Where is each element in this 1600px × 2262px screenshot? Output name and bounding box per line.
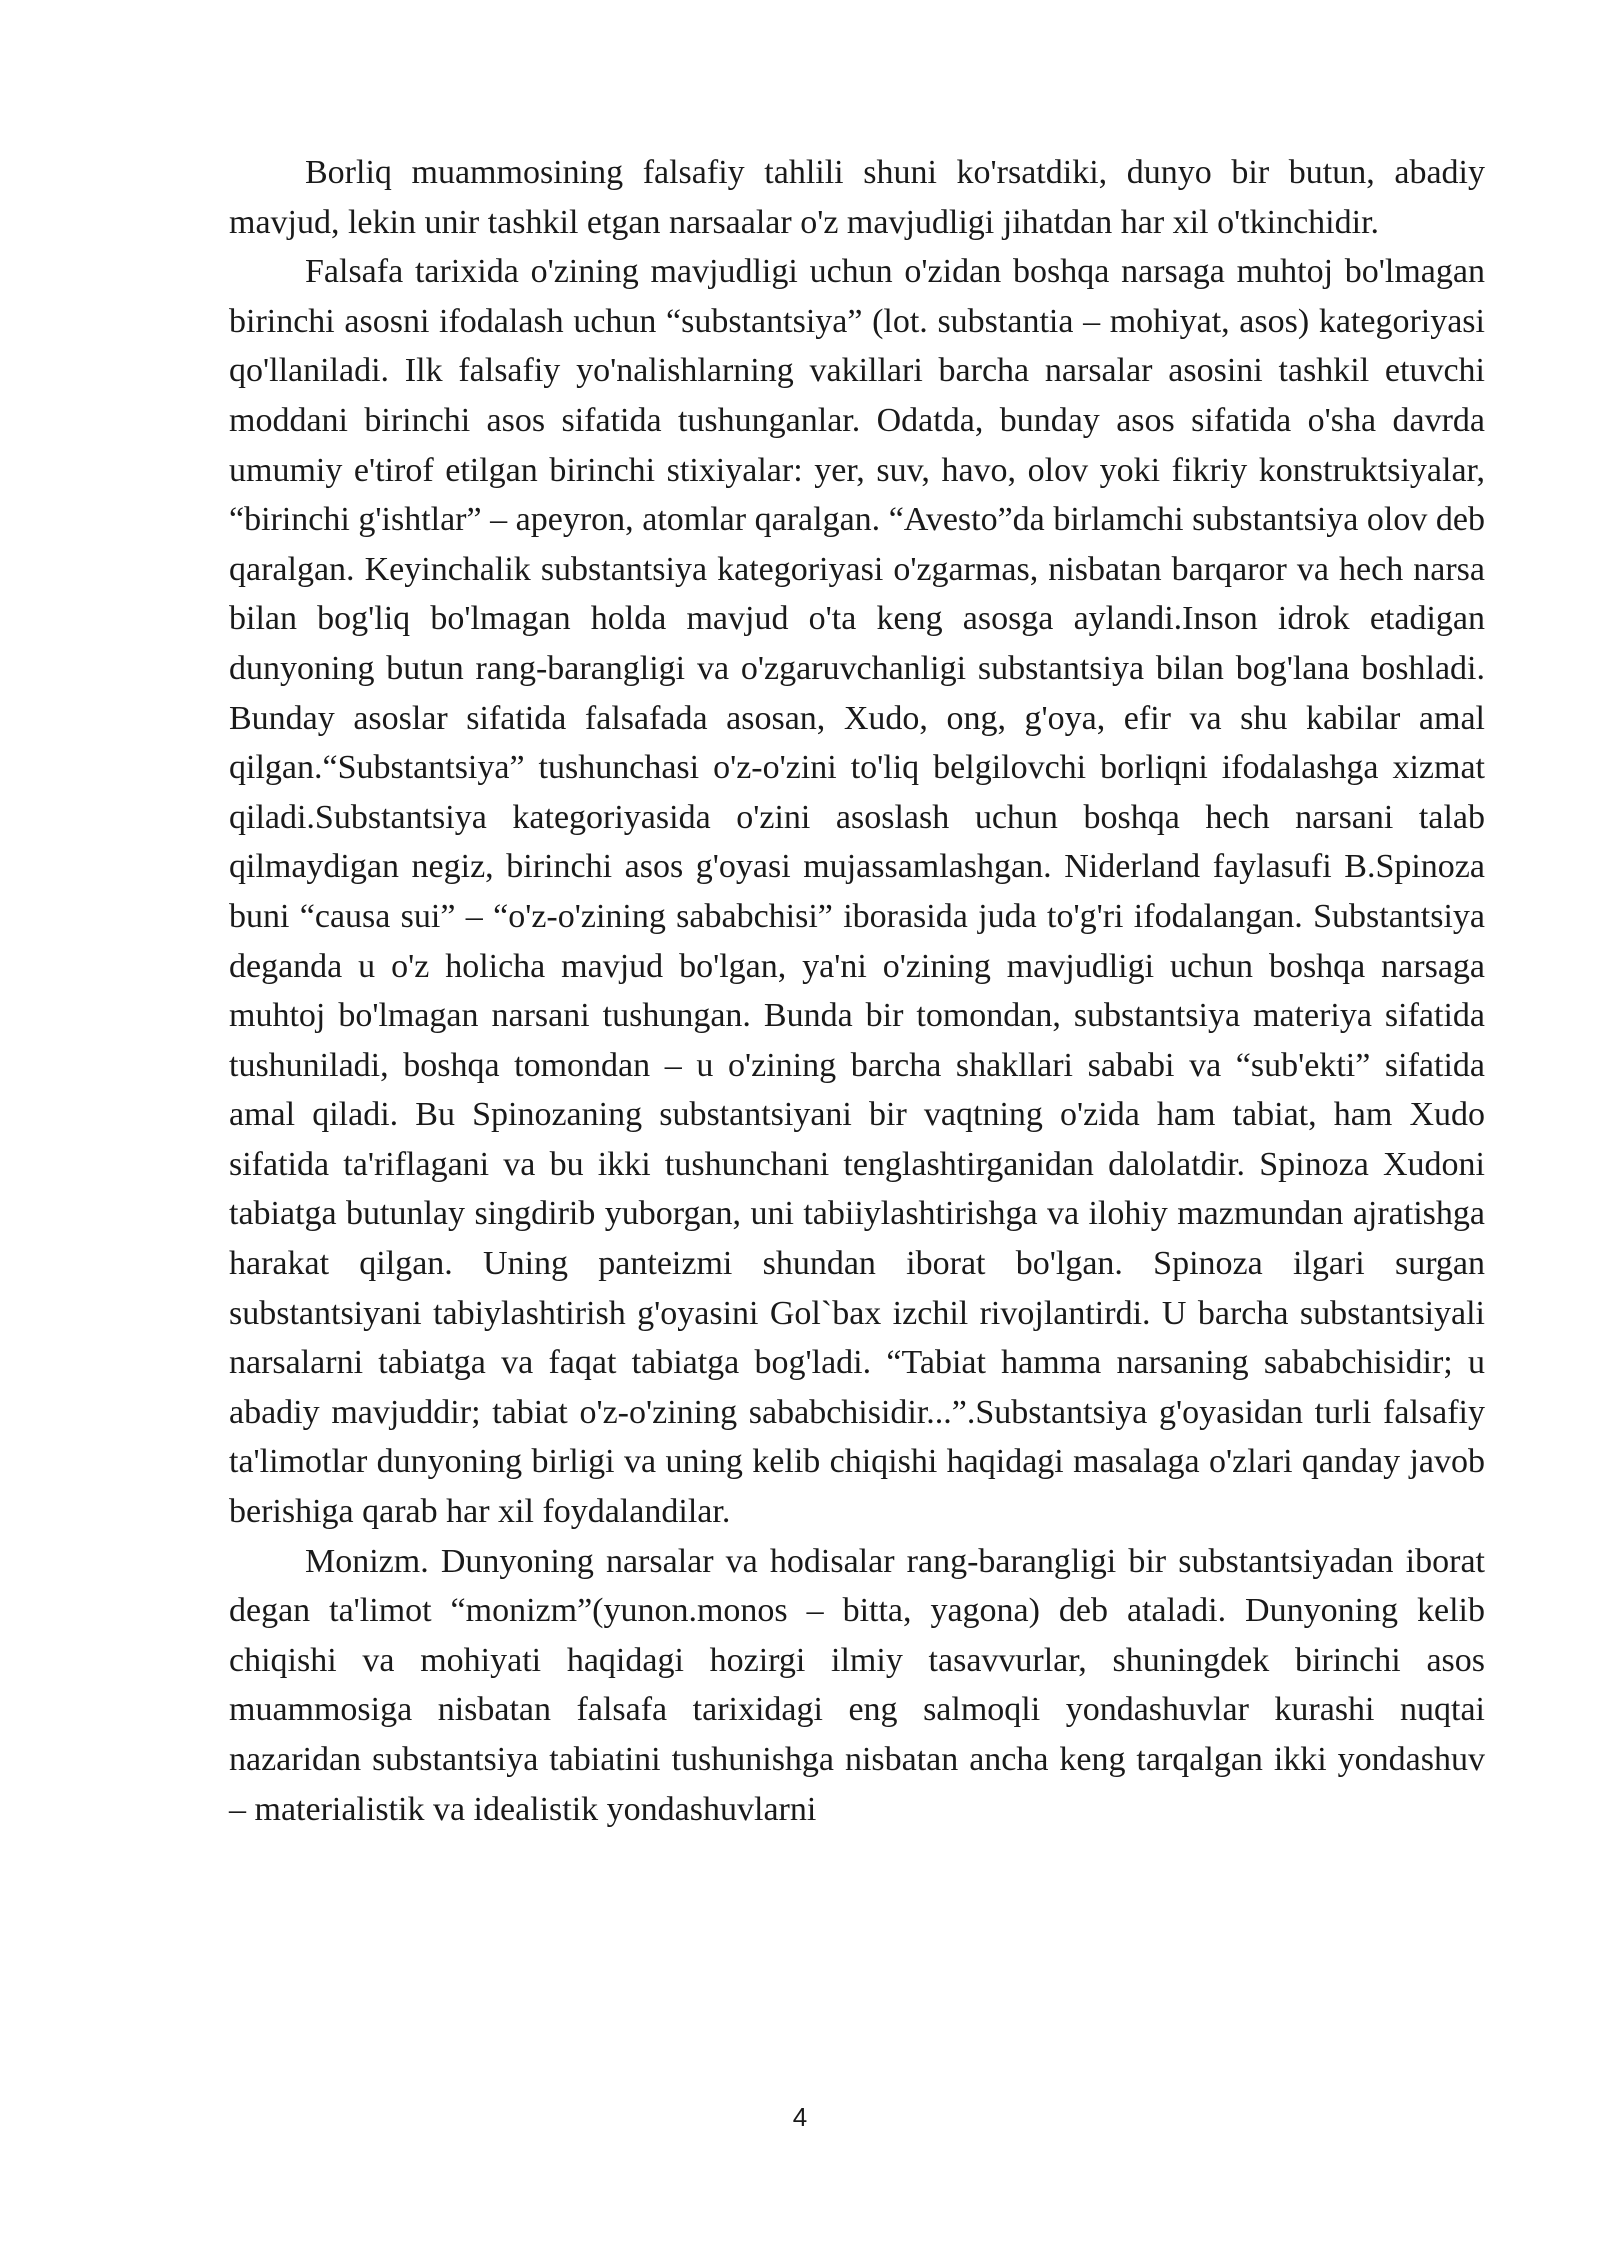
document-body bbox=[229, 148, 1485, 1834]
paragraph-borliq: Borliq muammosining falsafiy tahlili shuni ko'rsatdiki, dunyo bir butun, abadiy mavjud, lekin unir tashkil etgan narsaalar o'z mavjudligi jihatdan har xil o'tkinchidir. bbox=[229, 154, 1485, 241]
paragraph-monizm: Monizm. Dunyoning narsalar va hodisalar rang-barangligi bir substantsiyadan iborat degan ta'limot “monizm”(yunon.monos – bitta, yagona) deb ataladi. Dunyoning kelib chiqishi va mohiyati haqidagi hozirgi ilmiy tasavvurlar, shuningdek birinchi asos muammosiga nisbatan falsafa tarixidagi eng salmoqli yondashuvlar kurashi nuqtai nazaridan substantsiya tabiatini tushunishga nisbatan ancha keng tarqalgan ikki yondashuv – materialistik va idealistik yondashuvlarni bbox=[229, 1542, 1485, 1828]
page-number: 4 bbox=[792, 2102, 808, 2132]
paragraph-substantsiya: Falsafa tarixida o'zining mavjudligi uchun o'zidan boshqa narsaga muhtoj bo'lmagan birinchi asosni ifodalash uchun “substantsiya” (lot. substantia – mohiyat, asos) kategoriyasi qo'llaniladi. Ilk falsafiy yo'nalishlarning vakillari barcha narsalar asosini tashkil etuvchi moddani birinchi asos sifatida tushunganlar. Odatda, bunday asos sifatida o'sha davrda umumiy e'tirof etilgan birinchi stixiyalar: yer, suv, havo, olov yoki fikriy konstruktsiyalar, “birinchi g'ishtlar” – apeyron, atomlar qaralgan. “Avesto”da birlamchi substantsiya olov deb qaralgan. Keyinchalik substantsiya kategoriyasi o'zgarmas, nisbatan barqaror va hech narsa bilan bog'liq bo'lmagan holda mavjud o'ta keng asosga aylandi.Inson idrok etadigan dunyoning butun rang-barangligi va o'zgaruvchanligi substantsiya bilan bog'lana boshladi. Bunday asoslar sifatida falsafada asosan, Xudo, ong, g'oya, efir va shu kabilar amal qilgan.“Substantsiya” tushunchasi o'z-o'zini to'liq belgilovchi borliqni ifodalashga xizmat qiladi.Substantsiya kategoriyasida o'zini asoslash uchun boshqa hech narsani talab qilmaydigan negiz, birinchi asos g'oyasi mujassamlashgan. Niderland faylasufi B.Spinoza buni “causa sui” – “o'z-o'zining sababchisi” iborasida juda to'g'ri ifodalangan. Substantsiya deganda u o'z holicha mavjud bo'lgan, ya'ni o'zining mavjudligi uchun boshqa narsaga muhtoj bo'lmagan narsani tushungan. Bunda bir tomondan, substantsiya materiya sifatida tushuniladi, boshqa tomondan – u o'zining barcha shakllari sababi va “sub'ekti” sifatida amal qiladi. Bu Spinozaning substantsiyani bir vaqtning o'zida ham tabiat, ham Xudo sifatida ta'riflagani va bu ikki tushunchani tenglashtirganidan dalolatdir. Spinoza Xudoni tabiatga butunlay singdirib yuborgan, uni tabiiylashtirishga va ilohiy mazmundan ajratishga harakat qilgan. Uning panteizmi shundan iborat bo'lgan. Spinoza ilgari surgan substantsiyani tabiylashtirish g'oyasini Gol`bax izchil rivojlantirdi. U barcha substantsiyali narsalarni tabiatga va faqat tabiatga bog'ladi. “Tabiat hamma narsaning sababchisidir; u abadiy mavjuddir; tabiat o'z-o'zining sababchisidir...”.Substantsiya g'oyasidan turli falsafiy ta'limotlar dunyoning birligi va uning kelib chiqishi haqidagi masalaga o'zlari qanday javob berishiga qarab har xil foydalandilar. bbox=[229, 253, 1485, 1531]
